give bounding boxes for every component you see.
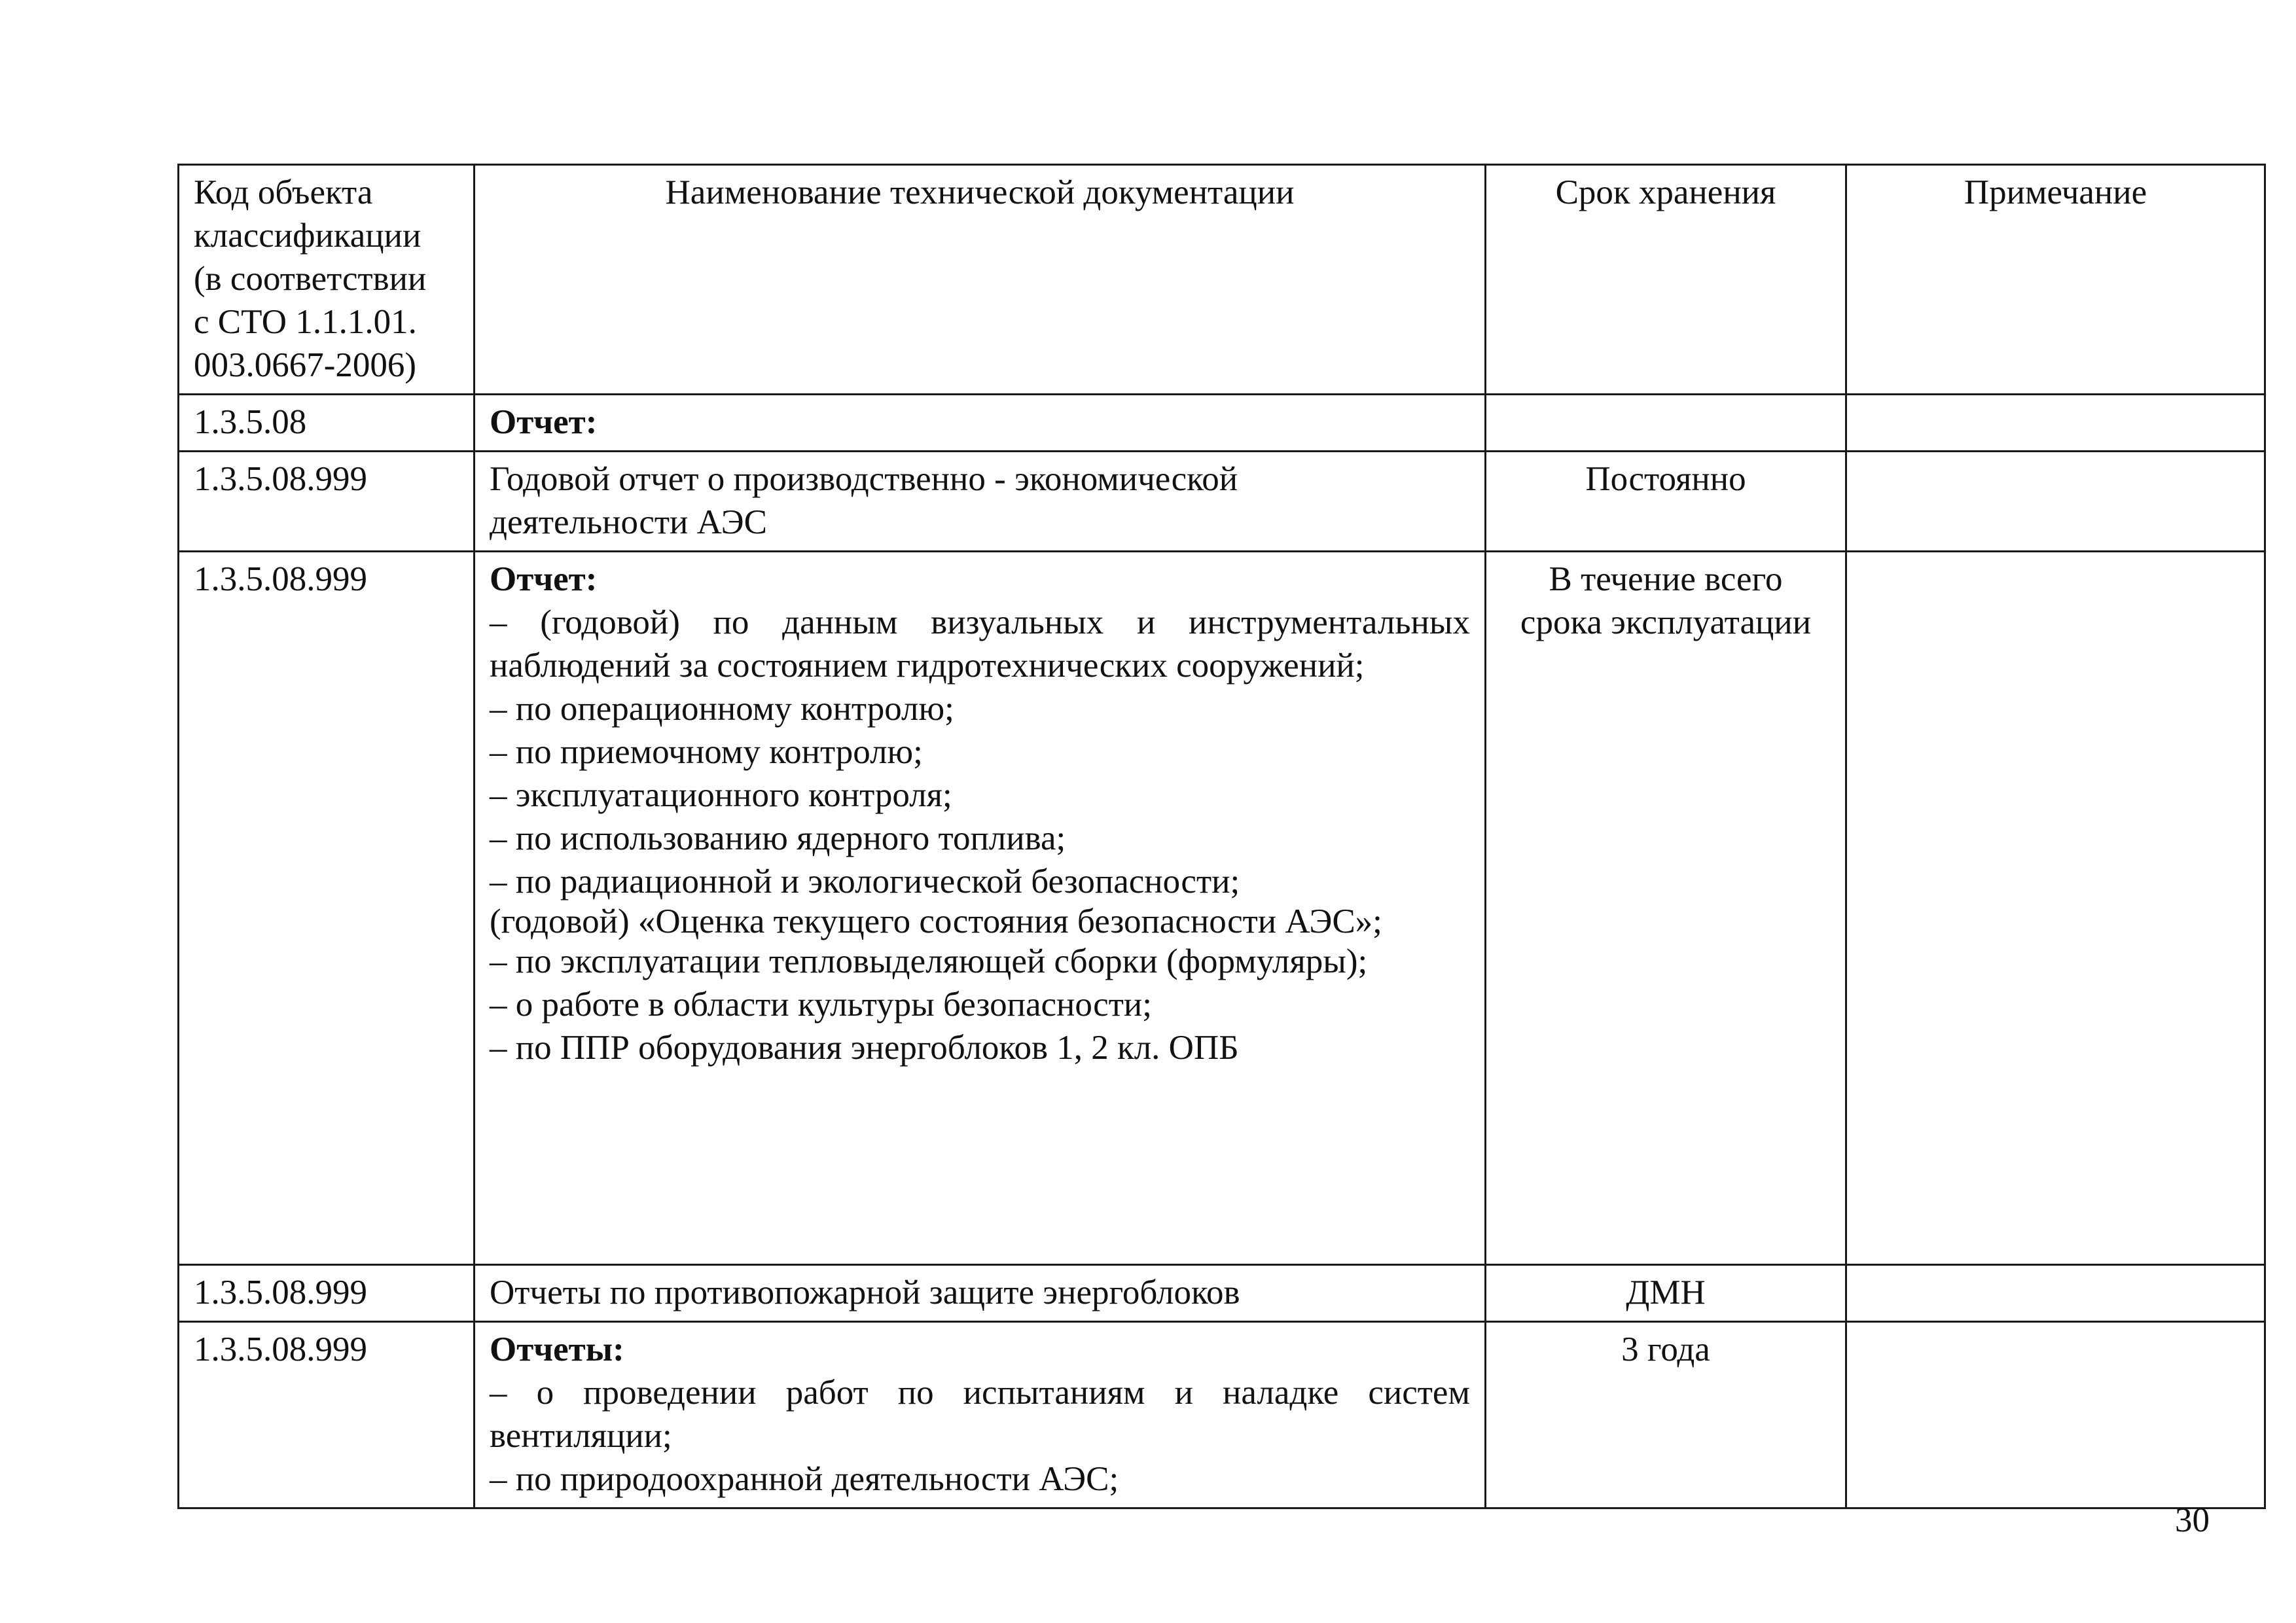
list-item: – по радиационной и экологической безопасности; bbox=[490, 863, 1240, 901]
term-cell bbox=[1486, 395, 1846, 452]
name-line: деятельности АЭС bbox=[490, 503, 767, 541]
term-line: срока эксплуатации bbox=[1520, 603, 1812, 641]
term-cell: ДМН bbox=[1486, 1265, 1846, 1322]
header-name-cell: Наименование технической документации bbox=[475, 165, 1486, 395]
list-item: – по природоохранной деятельности АЭС; bbox=[490, 1460, 1119, 1498]
note-cell bbox=[1846, 395, 2265, 452]
list-item: – о проведении работ по испытаниям и наладке систем вентиляции; bbox=[490, 1374, 1470, 1455]
header-code-cell bbox=[179, 165, 475, 395]
name-cell-title: Отчет: bbox=[475, 395, 1486, 452]
header-code-line: (в соответствии bbox=[194, 260, 427, 298]
name-cell bbox=[475, 552, 1486, 1265]
list-item: (годовой) «Оценка текущего состояния безопасности АЭС»; bbox=[490, 902, 1382, 940]
list-item: – по эксплуатации тепловыделяющей сборки (формуляры); bbox=[490, 942, 1368, 980]
list-item: – о работе в области культуры безопасности; bbox=[490, 986, 1152, 1024]
list-item: – по операционному контролю; bbox=[490, 690, 954, 728]
header-note-cell: Примечание bbox=[1846, 165, 2265, 395]
note-cell bbox=[1846, 552, 2265, 1265]
note-cell bbox=[1846, 1265, 2265, 1322]
code-cell: 1.3.5.08 bbox=[179, 395, 475, 452]
storage-terms-table bbox=[177, 164, 2266, 1509]
term-line: В течение всего bbox=[1549, 560, 1783, 598]
header-code-line: классификации bbox=[194, 217, 422, 255]
note-cell bbox=[1846, 452, 2265, 552]
table-row bbox=[179, 1265, 2265, 1322]
name-title: Отчеты: bbox=[490, 1330, 624, 1368]
header-term-cell: Срок хранения bbox=[1486, 165, 1846, 395]
list-item: – (годовой) по данным визуальных и инструментальных наблюдений за состоянием гидротехнических сооружений; bbox=[490, 603, 1470, 685]
name-title: Отчет: bbox=[490, 560, 598, 598]
table-row bbox=[179, 395, 2265, 452]
table-header-row bbox=[179, 165, 2265, 395]
name-cell bbox=[475, 1322, 1486, 1508]
name-line: Годовой отчет о производственно - экономической bbox=[490, 460, 1238, 498]
code-cell: 1.3.5.08.999 bbox=[179, 1265, 475, 1322]
name-cell bbox=[475, 452, 1486, 552]
table-row bbox=[179, 552, 2265, 1265]
header-code-line: с СТО 1.1.1.01. bbox=[194, 303, 417, 341]
list-item: – по приемочному контролю; bbox=[490, 733, 923, 771]
note-cell bbox=[1846, 1322, 2265, 1508]
header-code-line: 003.0667-2006) bbox=[194, 346, 417, 384]
term-cell: 3 года bbox=[1486, 1322, 1846, 1508]
list-item: – по использованию ядерного топлива; bbox=[490, 819, 1066, 857]
table-row bbox=[179, 1322, 2265, 1508]
code-cell: 1.3.5.08.999 bbox=[179, 552, 475, 1265]
term-cell: Постоянно bbox=[1486, 452, 1846, 552]
list-item: – по ППР оборудования энергоблоков 1, 2 кл. ОПБ bbox=[490, 1029, 1239, 1067]
code-cell: 1.3.5.08.999 bbox=[179, 452, 475, 552]
code-cell: 1.3.5.08.999 bbox=[179, 1322, 475, 1508]
term-cell bbox=[1486, 552, 1846, 1265]
header-code-line: Код объекта bbox=[194, 173, 373, 211]
page-number: 30 bbox=[2175, 1501, 2210, 1539]
list-item: – эксплуатационного контроля; bbox=[490, 776, 952, 814]
name-cell: Отчеты по противопожарной защите энергоблоков bbox=[475, 1265, 1486, 1322]
table-row bbox=[179, 452, 2265, 552]
